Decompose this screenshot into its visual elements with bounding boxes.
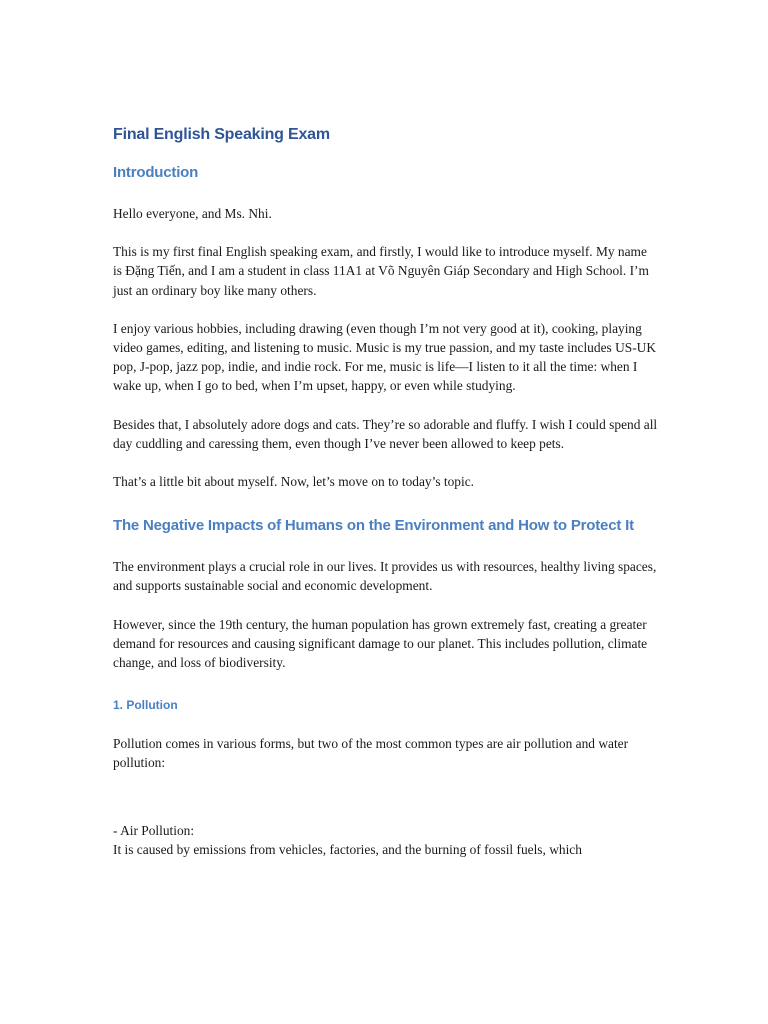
document-title: Final English Speaking Exam — [113, 126, 330, 143]
intro-paragraph-self: This is my first final English speaking exam, and firstly, I would like to introduce myself. My name is Đặng Tiến, and I am a student in class 11A1 at Võ Nguyên Giáp Secondary and High School. I’m just an ordinary boy like many others. — [113, 244, 649, 298]
pollution-intro-paragraph: Pollution comes in various forms, but two of the most common types are air pollution and water pollution: — [113, 736, 629, 771]
topic-paragraph-environment: The environment plays a crucial role in our lives. It provides us with resources, healthy living spaces, and supports sustainable social and economic development. — [113, 559, 657, 594]
air-pollution-paragraph: It is caused by emissions from vehicles, factories, and the burning of fossil fuels, which — [113, 841, 582, 857]
air-pollution-label: - Air Pollution: — [113, 822, 195, 838]
topic-paragraph-population: However, since the 19th century, the human population has grown extremely fast, creating a greater demand for resources and causing significant damage to our planet. This includes pollution, climate change, and loss of biodiversity. — [113, 616, 648, 671]
intro-paragraph-hobbies: I enjoy various hobbies, including drawing (even though I’m not very good at it), cooking, playing video games, editing, and listening to music. Music is my true passion, and my taste includes US-UK pop, J-pop, jazz pop, indie, and indie rock. For me, music is life—I listen to it all the time: when I wake up, when I go to bed, when I’m upset, happy, or even while studying. — [113, 320, 656, 394]
intro-paragraph-greeting: Hello everyone, and Ms. Nhi. — [113, 206, 272, 221]
intro-paragraph-transition: That’s a little bit about myself. Now, let’s move on to today’s topic. — [113, 474, 474, 490]
intro-paragraph-pets: Besides that, I absolutely adore dogs and cats. They’re so adorable and fluffy. I wish I could spend all day cuddling and caressing them, even though I’ve never been allowed to keep pets. — [113, 416, 658, 451]
section-heading-topic: The Negative Impacts of Humans on the Environment and How to Protect It — [113, 517, 634, 535]
document-body — [113, 124, 658, 859]
section-heading-introduction: Introduction — [113, 164, 199, 181]
subsection-heading-pollution: 1. Pollution — [113, 698, 178, 713]
